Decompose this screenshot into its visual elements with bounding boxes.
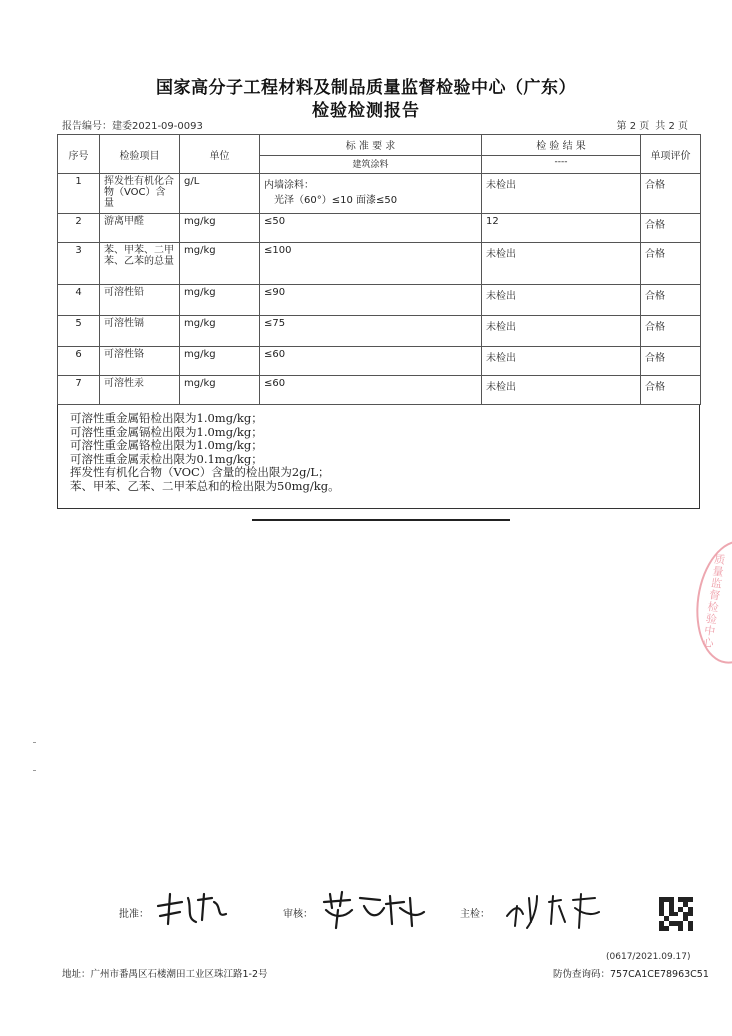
header-unit: 单位: [180, 135, 260, 174]
requirement-detail: 光泽（60°）≤10 面漆≤50: [274, 195, 398, 207]
row-requirement: ≤60: [260, 346, 482, 375]
row-result: 未检出: [482, 315, 641, 346]
header-evaluation: 单项评价: [641, 135, 701, 174]
header-item: 检验项目: [100, 135, 180, 174]
review-label: 审核：: [283, 909, 313, 920]
report-title: 检验检测报告: [312, 101, 420, 121]
header-result: 检 验 结 果: [482, 135, 641, 156]
row-unit: mg/kg: [180, 284, 260, 315]
note-line: 可溶性重金属镉检出限为1.0mg/kg；: [70, 424, 263, 439]
row-result: 未检出: [482, 284, 641, 315]
note-line: 挥发性有机化合物（VOC）含量的检出限为2g/L；: [70, 465, 330, 479]
row-unit: mg/kg: [180, 315, 260, 346]
anti-fake-code: 防伪查询码：757CA1CE78963C51: [553, 969, 709, 980]
row-evaluation: 合格: [641, 375, 701, 404]
row-item: 挥发性有机化合物（VOC）含量: [100, 174, 180, 213]
table-row: [58, 174, 701, 213]
page-indicator: [611, 117, 688, 132]
page-current: 第 2 页: [616, 121, 650, 132]
row-no: 1: [58, 174, 100, 213]
row-result: 未检出: [482, 174, 641, 213]
reviewer-signature: [320, 888, 430, 932]
row-item: 可溶性铅: [100, 284, 180, 315]
row-requirement: ≤90: [260, 284, 482, 315]
main-inspector-label: 主检：: [460, 909, 490, 920]
table-row: [58, 213, 701, 242]
table-row: [58, 375, 701, 404]
row-evaluation: 合格: [641, 315, 701, 346]
row-requirement: ≤75: [260, 315, 482, 346]
table-row: [58, 242, 701, 284]
row-unit: mg/kg: [180, 346, 260, 375]
table-header-row: [58, 135, 701, 156]
row-item: 游离甲醛: [100, 213, 180, 242]
page-total: 共 2 页: [655, 121, 688, 132]
note-line: 苯、甲苯、乙苯、二甲苯总和的检出限为50mg/kg。: [70, 478, 340, 493]
row-no: 7: [58, 375, 100, 404]
row-evaluation: 合格: [641, 242, 701, 284]
row-no: 3: [58, 242, 100, 284]
report-institution-title: 国家高分子工程材料及制品质量监督检验中心（广东）: [156, 78, 576, 98]
header-no: 序号: [58, 135, 100, 174]
note-line: 可溶性重金属铬检出限为1.0mg/kg；: [70, 438, 263, 452]
row-result: 未检出: [482, 375, 641, 404]
notes-box: [57, 405, 700, 509]
scan-speck: [33, 742, 36, 743]
row-no: 5: [58, 315, 100, 346]
table-row: [58, 284, 701, 315]
table-row: [58, 346, 701, 375]
row-unit: g/L: [180, 174, 260, 213]
row-requirement: ≤50: [260, 213, 482, 242]
row-item: 可溶性汞: [100, 375, 180, 404]
address-text: 地址：广州市番禺区石楼潮田工业区珠江路1-2号: [62, 969, 268, 980]
report-number: 报告编号：建委2021-09-0093: [62, 121, 203, 132]
scan-speck: [33, 770, 36, 771]
seal-text: 质量监督检验中心: [700, 552, 727, 650]
row-unit: mg/kg: [180, 213, 260, 242]
official-seal-stamp: [689, 535, 732, 668]
row-no: 6: [58, 346, 100, 375]
row-requirement: ≤60: [260, 375, 482, 404]
row-no: 2: [58, 213, 100, 242]
row-result: 未检出: [482, 346, 641, 375]
row-no: 4: [58, 284, 100, 315]
document-code: (0617/2021.09.17): [606, 952, 691, 962]
row-requirement: [260, 174, 482, 213]
row-item: 苯、甲苯、二甲苯、乙苯的总量: [100, 242, 180, 284]
subheader-result: ----: [482, 155, 641, 174]
end-of-report-line: [252, 519, 510, 521]
row-requirement: ≤100: [260, 242, 482, 284]
approver-signature: [152, 888, 232, 930]
row-item: 可溶性镉: [100, 315, 180, 346]
row-unit: mg/kg: [180, 375, 260, 404]
row-evaluation: 合格: [641, 284, 701, 315]
qr-code: [659, 897, 693, 931]
note-line: 可溶性重金属汞检出限为0.1mg/kg；: [70, 451, 263, 466]
row-item: 可溶性铬: [100, 346, 180, 375]
row-unit: mg/kg: [180, 242, 260, 284]
row-evaluation: 合格: [641, 346, 701, 375]
table-row: [58, 315, 701, 346]
inspection-table: [57, 134, 701, 405]
row-evaluation: 合格: [641, 213, 701, 242]
qr-cell: [688, 926, 693, 931]
inspector-signature: [503, 888, 603, 932]
note-line: 可溶性重金属铅检出限为1.0mg/kg；: [70, 411, 263, 425]
subheader-requirement: 建筑涂料: [260, 155, 482, 174]
row-result: 12: [482, 213, 641, 242]
requirement-text: 内墙涂料：: [264, 180, 314, 192]
row-result: 未检出: [482, 242, 641, 284]
approve-label: 批准：: [119, 909, 149, 920]
row-evaluation: 合格: [641, 174, 701, 213]
header-requirement: 标 准 要 求: [260, 135, 482, 156]
